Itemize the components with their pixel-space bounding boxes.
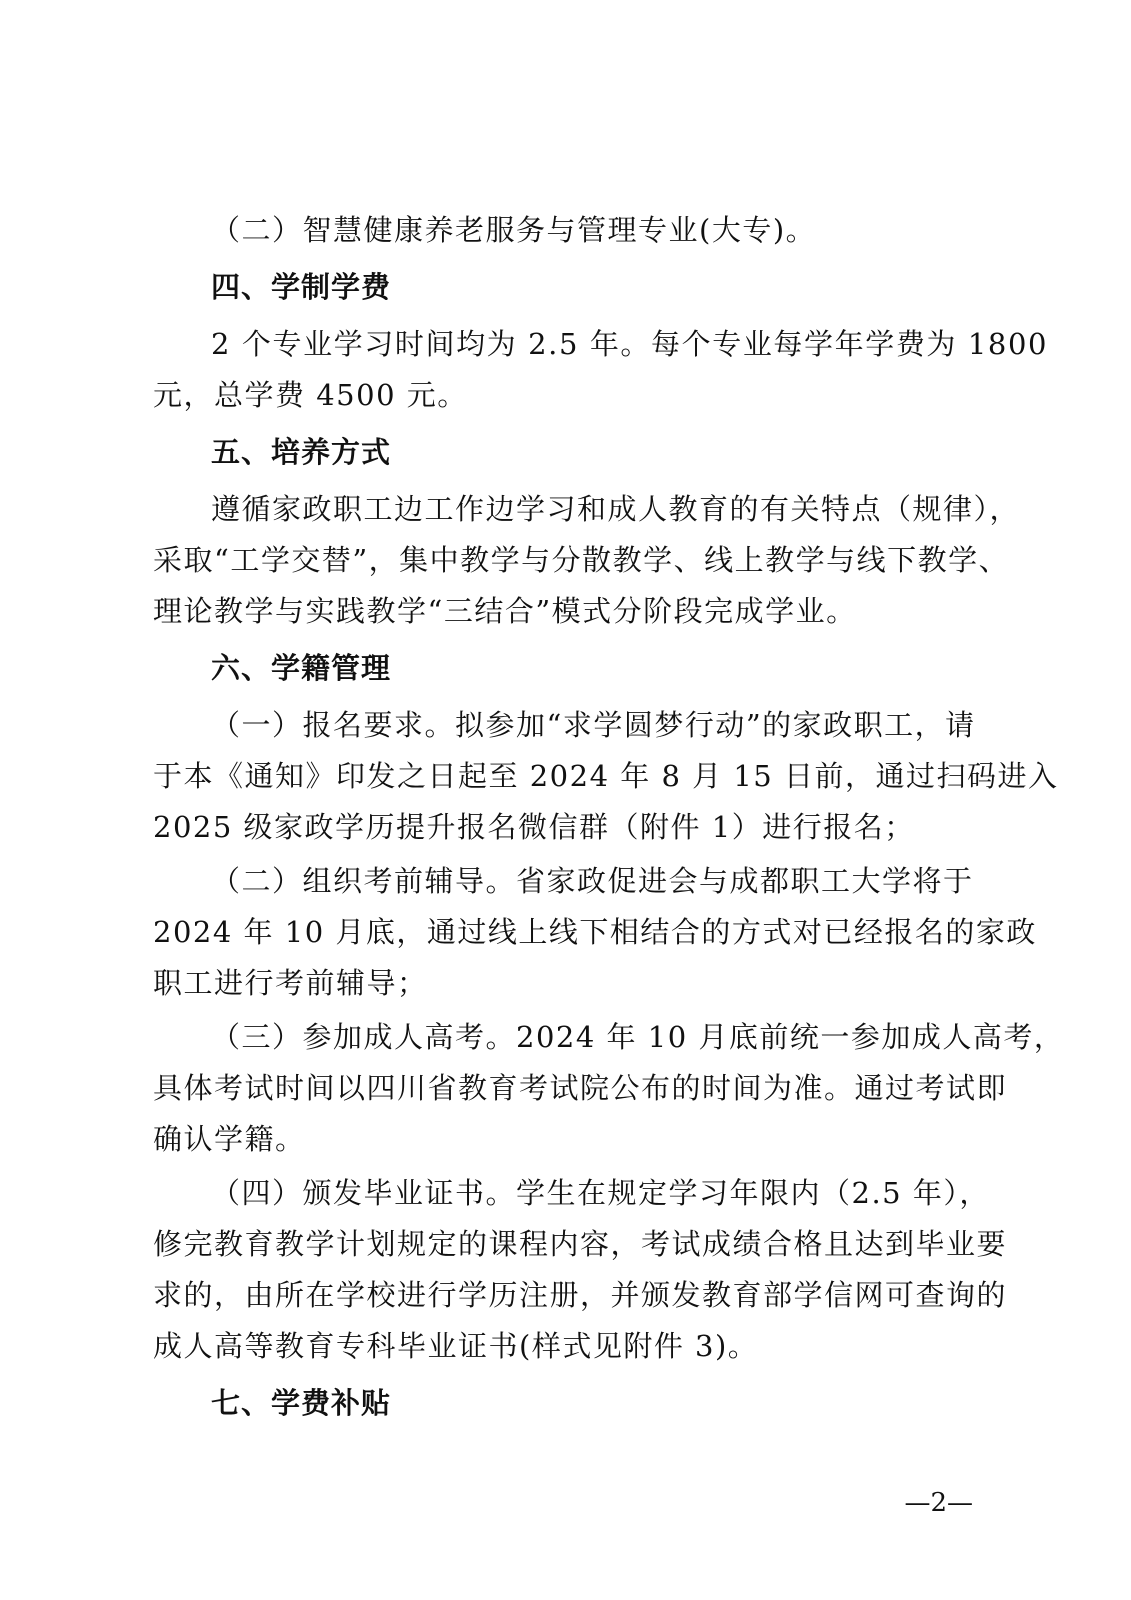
text-line: 成人高等教育专科毕业证书(样式见附件 3)。 — [153, 1329, 759, 1363]
text-line: 修完教育教学计划规定的课程内容，考试成绩合格且达到毕业要 — [153, 1227, 1008, 1261]
section-heading-study-fees: 四、学制学费 — [211, 270, 392, 304]
text-line: （一）报名要求。拟参加“求学圆梦行动”的家政职工，请 — [211, 708, 976, 742]
text-line: 于本《通知》印发之日起至 2024 年 8 月 15 日前，通过扫码进入 — [153, 759, 1059, 793]
document-body — [153, 205, 1065, 1429]
text-line: 具体考试时间以四川省教育考试院公布的时间为准。通过考试即 — [153, 1071, 1008, 1105]
text-line: 职工进行考前辅导； — [153, 966, 428, 1000]
text-line: （二）组织考前辅导。省家政促进会与成都职工大学将于 — [211, 864, 974, 898]
text-line: 理论教学与实践教学“三结合”模式分阶段完成学业。 — [153, 594, 857, 628]
page-number: —2— — [904, 1488, 973, 1518]
text-line: 采取“工学交替”，集中教学与分散教学、线上教学与线下教学、 — [153, 543, 1010, 577]
section-heading-enrollment-management: 六、学籍管理 — [211, 651, 392, 685]
text-line: 遵循家政职工边工作边学习和成人教育的有关特点（规律）， — [211, 492, 1021, 526]
text-line: 2025 级家政学历提升报名微信群（附件 1）进行报名； — [153, 810, 915, 844]
text-line: （三）参加成人高考。2024 年 10 月底前统一参加成人高考， — [211, 1020, 1065, 1054]
text-line: 求的，由所在学校进行学历注册，并颁发教育部学信网可查询的 — [153, 1278, 1008, 1312]
text-line: 确认学籍。 — [153, 1122, 306, 1156]
text-line: （二）智慧健康养老服务与管理专业(大专)。 — [211, 213, 817, 247]
text-line: （四）颁发毕业证书。学生在规定学习年限内（2.5 年）， — [211, 1176, 990, 1210]
text-line: 2024 年 10 月底，通过线上线下相结合的方式对已经报名的家政 — [153, 915, 1037, 949]
section-heading-tuition-subsidy: 七、学费补贴 — [211, 1386, 392, 1420]
text-line: 2 个专业学习时间均为 2.5 年。每个专业每学年学费为 1800 — [211, 327, 1049, 361]
section-heading-training-mode: 五、培养方式 — [211, 435, 392, 469]
text-line: 元，总学费 4500 元。 — [153, 378, 468, 412]
